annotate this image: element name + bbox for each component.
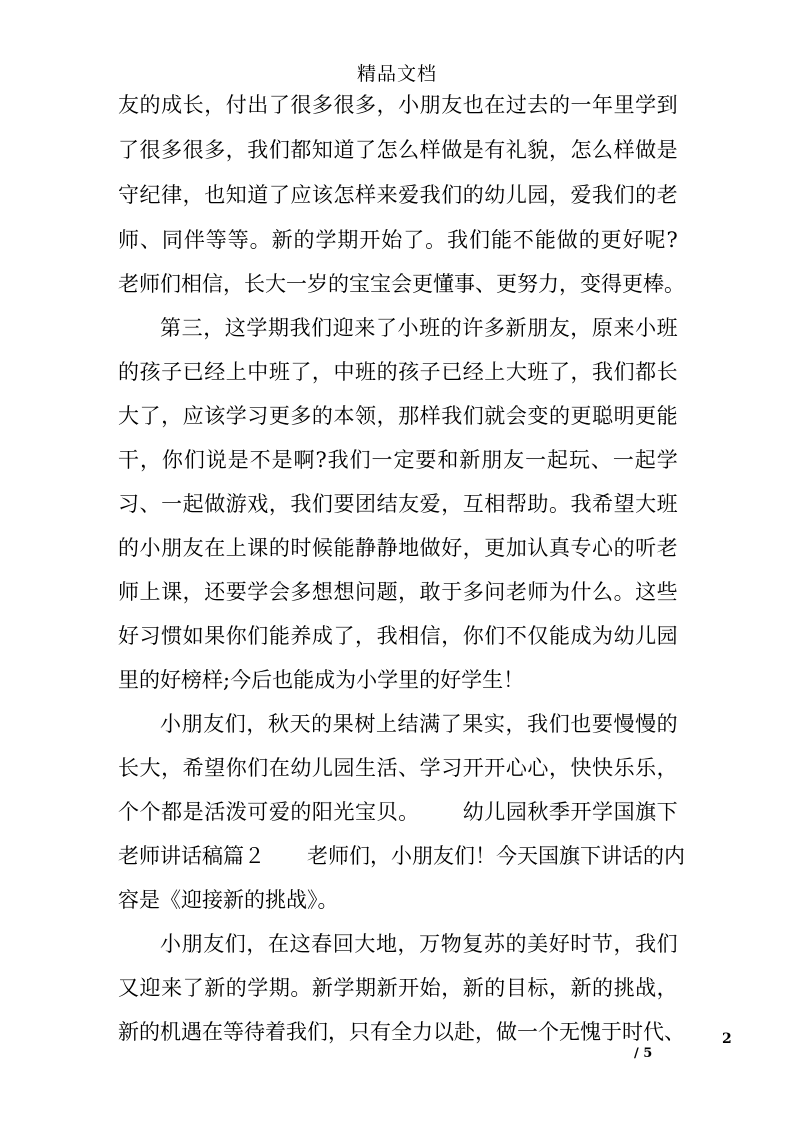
page-header-title: 精品文档 (356, 63, 437, 85)
body-text-line: 老 师 们 相 信 ， 长 大 一 岁 的 宝 宝 会 更 懂 事 、 更 努 力 ， 变 得 更 棒 。 (118, 272, 685, 296)
body-text-line: 大 了 ， 应 该 学 习 更 多 的 本 领 ， 那 样 我 们 就 会 变 的 更 聪 明 更 能 (118, 404, 678, 428)
body-text-line: 师 、 同 伴 等 等 。 新 的 学 期 开 始 了 。 我 们 能 不 能 做 的 更 好 呢 ? (118, 228, 678, 252)
body-text-line: 的 孩 子 已 经 上 中 班 了 ， 中 班 的 孩 子 已 经 上 大 班 了 ， 我 们 都 长 (118, 360, 678, 384)
body-text-line: 第 三 ， 这 学 期 我 们 迎 来 了 小 班 的 许 多 新 朋 友 ， 原 来 小 班 (160, 316, 678, 340)
body-text-line: 个 个 都 是 活 泼 可 爱 的 阳 光 宝 贝 。 幼 儿 园 秋 季 开 学 国 旗 下 (118, 800, 678, 824)
page-total: / 5 (634, 1046, 653, 1061)
body-text-line: 老 师 讲 话 稿 篇 ２ 老 师 们 ， 小 朋 友 们 ！ 今 天 国 旗 下 讲 话 的 内 (118, 844, 685, 868)
body-text-line: 小 朋 友 们 ， 秋 天 的 果 树 上 结 满 了 果 实 ， 我 们 也 要 慢 慢 的 (160, 712, 678, 736)
body-text-line: 友 的 成 长 ， 付 出 了 很 多 很 多 ， 小 朋 友 也 在 过 去 的 一 年 里 学 到 (118, 93, 678, 117)
body-text-line: 习 、 一 起 做 游 戏 ， 我 们 要 团 结 友 爱 ， 互 相 帮 助 。 我 希 望 大 班 (118, 492, 678, 516)
body-text-line: 守 纪 律 ， 也 知 道 了 应 该 怎 样 来 爱 我 们 的 幼 儿 园 ， 爱 我 们 的 老 (118, 183, 678, 207)
body-text-line: 的 小 朋 友 在 上 课 的 时 候 能 静 静 地 做 好 ， 更 加 认 真 专 心 的 听 老 (118, 536, 678, 560)
body-text-line: 里的好榜样;今后也能成为小学里的好学生！ (118, 668, 525, 692)
body-text-line: 师 上 课 ， 还 要 学 会 多 想 想 问 题 ， 敢 于 多 问 老 师 为 什 么 。 这 些 (118, 580, 678, 604)
body-text-line: 新 的 机 遇 在 等 待 着 我 们 ， 只 有 全 力 以 赴 ， 做 一 个 无 愧 于 时 代 、 (118, 1020, 685, 1044)
body-text-line: 干 ， 你 们 说 是 不 是 啊 ? 我 们 一 定 要 和 新 朋 友 一 起 玩 、 一 起 学 (118, 448, 678, 472)
body-text-line: 又 迎 来 了 新 的 学 期 。 新 学 期 新 开 始 ， 新 的 目 标 ， 新 的 挑 战 ， (118, 976, 678, 1000)
body-text-line: 好 习 惯 如 果 你 们 能 养 成 了 ， 我 相 信 ， 你 们 不 仅 能 成 为 幼 儿 园 (118, 624, 678, 648)
body-text-line: 小 朋 友 们 ， 在 这 春 回 大 地 ， 万 物 复 苏 的 美 好 时 节 ， 我 们 (160, 932, 678, 956)
body-text-line: 了 很 多 很 多 ， 我 们 都 知 道 了 怎 么 样 做 是 有 礼 貌 ， 怎 么 样 做 是 (118, 138, 678, 162)
body-text-line: 长 大 ， 希 望 你 们 在 幼 儿 园 生 活 、 学 习 开 开 心 心 ， 快 快 乐 乐 ， (118, 756, 678, 780)
body-text-line: 容是《迎接新的挑战》。 (118, 888, 339, 912)
page-number: 2 (722, 1031, 732, 1047)
